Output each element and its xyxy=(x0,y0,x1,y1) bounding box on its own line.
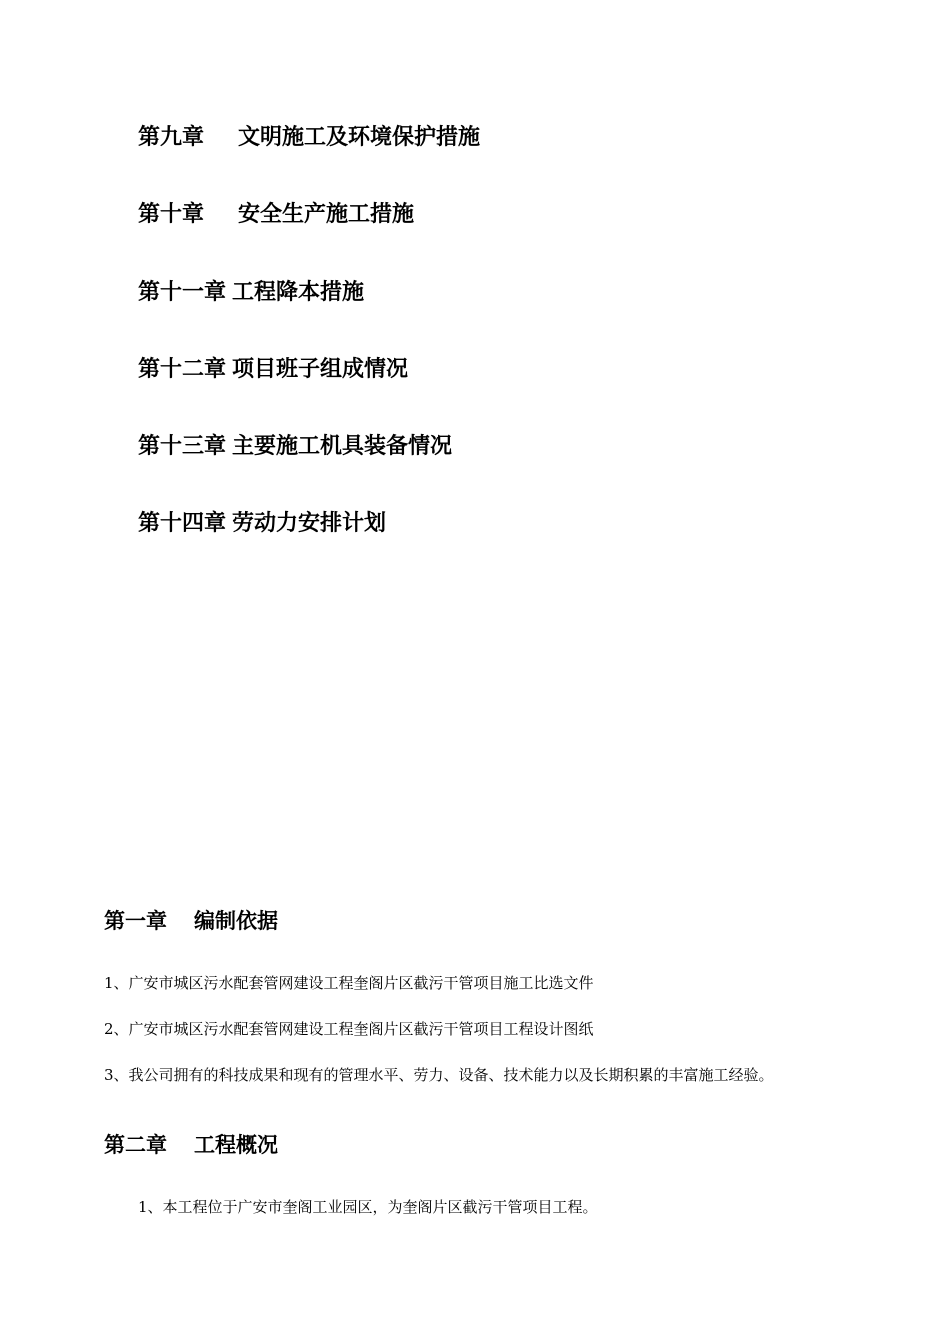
toc-chapter-number: 第十三章 xyxy=(138,434,227,459)
toc-chapter-title: 工程降本措施 xyxy=(232,280,365,305)
toc-chapter-title: 劳动力安排计划 xyxy=(232,511,387,536)
toc-item-chapter-9 xyxy=(138,123,480,153)
toc-chapter-title: 文明施工及环境保护措施 xyxy=(238,125,481,150)
toc-chapter-number: 第十二章 xyxy=(138,357,227,382)
chapter-1-paragraph-3: 3、我公司拥有的科技成果和现有的管理水平、劳力、设备、技术能力以及长期积累的丰富施工经验。 xyxy=(104,1066,774,1084)
toc-item-chapter-12 xyxy=(138,355,408,385)
chapter-number: 第二章 xyxy=(104,1133,167,1157)
chapter-1-heading xyxy=(104,906,278,936)
toc-item-chapter-13 xyxy=(138,432,452,462)
toc-item-chapter-10 xyxy=(138,200,414,230)
toc-chapter-number: 第九章 xyxy=(138,125,205,150)
toc-item-chapter-11 xyxy=(138,278,364,308)
chapter-1-paragraph-1: 1、广安市城区污水配套管网建设工程奎阁片区截污干管项目施工比选文件 xyxy=(104,974,594,992)
chapter-2-paragraph-1: 1、本工程位于广安市奎阁工业园区，为奎阁片区截污干管项目工程。 xyxy=(138,1198,598,1216)
toc-chapter-title: 主要施工机具装备情况 xyxy=(232,434,453,459)
toc-chapter-number: 第十四章 xyxy=(138,511,227,536)
toc-chapter-title: 项目班子组成情况 xyxy=(232,357,409,382)
chapter-title: 编制依据 xyxy=(194,909,278,933)
toc-chapter-title: 安全生产施工措施 xyxy=(238,202,415,227)
toc-chapter-number: 第十一章 xyxy=(138,280,227,305)
chapter-2-heading xyxy=(104,1130,278,1160)
chapter-1-paragraph-2: 2、广安市城区污水配套管网建设工程奎阁片区截污干管项目工程设计图纸 xyxy=(104,1020,594,1038)
chapter-title: 工程概况 xyxy=(194,1133,278,1157)
chapter-number: 第一章 xyxy=(104,909,167,933)
toc-chapter-number: 第十章 xyxy=(138,202,205,227)
toc-item-chapter-14 xyxy=(138,509,386,539)
